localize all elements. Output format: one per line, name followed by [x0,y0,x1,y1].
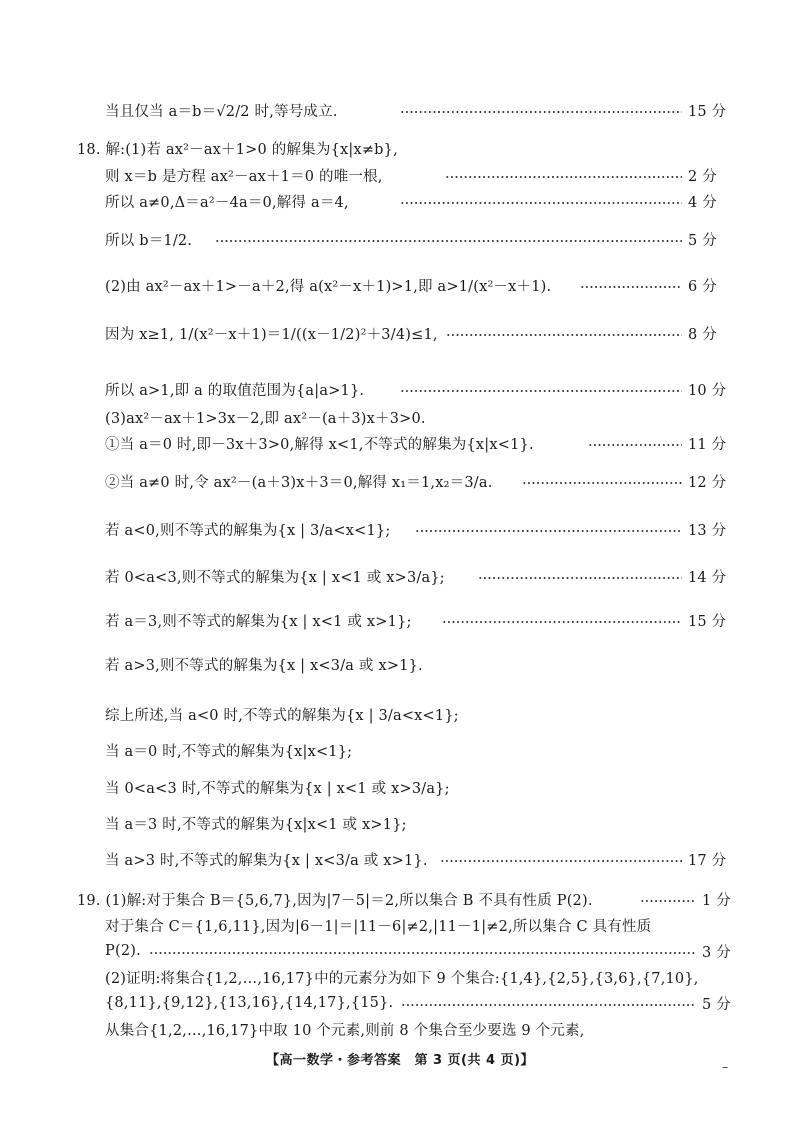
line-text: (2)证明:将集合{1,2,…,16,17}中的元素分为如下 9 个集合:{1,4},{2,5},{3,6},{7,10}, [105,970,699,987]
text-line [0,313,800,353]
score-label: 6 分 [688,278,717,295]
line-text: 所以 b＝1/2. [105,232,193,249]
text-line [0,90,800,130]
text-line [0,803,800,843]
line-text: {8,11},{9,12},{13,16},{14,17},{15}. [105,995,394,1011]
line-text: 当 a>3 时,不等式的解集为{x | x<3/a 或 x>1}. [105,852,428,869]
score-label: 14 分 [688,569,727,586]
score-label: 8 分 [688,326,717,343]
score-label: 12 分 [688,474,727,491]
dot-leader [640,900,694,902]
score-label: 4 分 [688,194,717,211]
score-label: 15 分 [688,103,727,120]
line-text: 当且仅当 a＝b＝√2/2 时,等号成立. [105,103,338,120]
text-line [0,461,800,501]
line-text: 则 x＝b 是方程 ax²－ax＋1＝0 的唯一根, [105,168,383,185]
dot-leader [401,1004,696,1006]
score-label: 5 分 [688,232,717,249]
line-text: ①当 a＝0 时,即－3x＋3>0,解得 x<1,不等式的解集为{x|x<1}. [105,436,534,453]
text-line [0,181,800,221]
text-line [0,219,800,259]
text-line [0,1009,800,1049]
dot-leader [478,577,682,579]
score-label: 13 分 [688,522,727,539]
text-line [0,767,800,807]
line-text: 对于集合 C＝{1,6,11},因为|6－1|＝|11－6|≠2,|11－1|≠2,所以集合 C 具有性质 [105,918,652,935]
dot-leader [400,111,682,113]
line-text: (2)由 ax²－ax＋1>－a＋2,得 a(x²－x＋1)>1,即 a>1/(x²－x＋1). [105,278,552,295]
text-line [0,423,800,463]
text-line [0,644,800,684]
dot-leader [446,334,682,336]
score-label: 5 分 [702,996,731,1013]
text-line [0,509,800,549]
line-text: 当 a＝3 时,不等式的解集为{x|x<1 或 x>1}; [105,816,407,833]
dot-leader [445,176,682,178]
dot-leader [588,444,682,446]
dot-leader [400,202,682,204]
line-text: 所以 a≠0,Δ＝a²－4a＝0,解得 a＝4, [105,194,349,211]
dot-leader [580,286,682,288]
line-text: (3)ax²－ax＋1>3x－2,即 ax²－(a＋3)x＋3>0. [105,410,426,427]
corner-mark: – [722,1060,728,1074]
score-label: 11 分 [688,436,727,453]
score-label: 10 分 [688,382,727,399]
score-label: 2 分 [688,168,717,185]
line-text: 当 a＝0 时,不等式的解集为{x|x<1}; [105,743,353,760]
dot-leader [440,860,682,862]
dot-leader [522,482,682,484]
score-label: 15 分 [688,613,727,630]
line-text: 若 a<0,则不等式的解集为{x | 3/a<x<1}; [105,522,391,539]
text-line [0,730,800,770]
line-text: 19. (1)解:对于集合 B＝{5,6,7},因为|7－5|＝2,所以集合 B 不具有性质 P(2). [77,892,593,909]
text-line [0,265,800,305]
dot-leader [442,621,682,623]
text-line [0,839,800,879]
dot-leader [415,530,682,532]
line-text: ②当 a≠0 时,令 ax²－(a＋3)x＋3＝0,解得 x₁＝1,x₂＝3/a. [105,474,493,491]
score-label: 17 分 [688,852,727,869]
text-line [0,694,800,734]
line-text: P(2). [105,943,141,959]
line-text: 18. 解:(1)若 ax²－ax＋1>0 的解集为{x|x≠b}, [77,141,398,158]
line-text: 当 0<a<3 时,不等式的解集为{x | x<1 或 x>3/a}; [105,780,450,797]
line-text: 若 0<a<3,则不等式的解集为{x | x<1 或 x>3/a}; [105,569,445,586]
text-line [0,600,800,640]
score-label: 1 分 [702,892,731,909]
dot-leader [149,952,696,954]
line-text: 所以 a>1,即 a 的取值范围为{a|a>1}. [105,382,365,399]
dot-leader [400,390,682,392]
line-text: 若 a＝3,则不等式的解集为{x | x<1 或 x>1}; [105,613,412,630]
line-text: 若 a>3,则不等式的解集为{x | x<3/a 或 x>1}. [105,657,423,674]
line-text: 因为 x≥1, 1/(x²－x＋1)＝1/((x－1/2)²＋3/4)≤1, [105,326,438,343]
score-label: 3 分 [702,944,731,961]
page-footer: 【高一数学・参考答案 第 3 页(共 4 页)】 [265,1053,535,1068]
text-line [0,556,800,596]
line-text: 从集合{1,2,…,16,17}中取 10 个元素,则前 8 个集合至少要选 9 个元素, [105,1022,585,1039]
dot-leader [215,240,682,242]
line-text: 综上所述,当 a<0 时,不等式的解集为{x | 3/a<x<1}; [105,707,459,724]
